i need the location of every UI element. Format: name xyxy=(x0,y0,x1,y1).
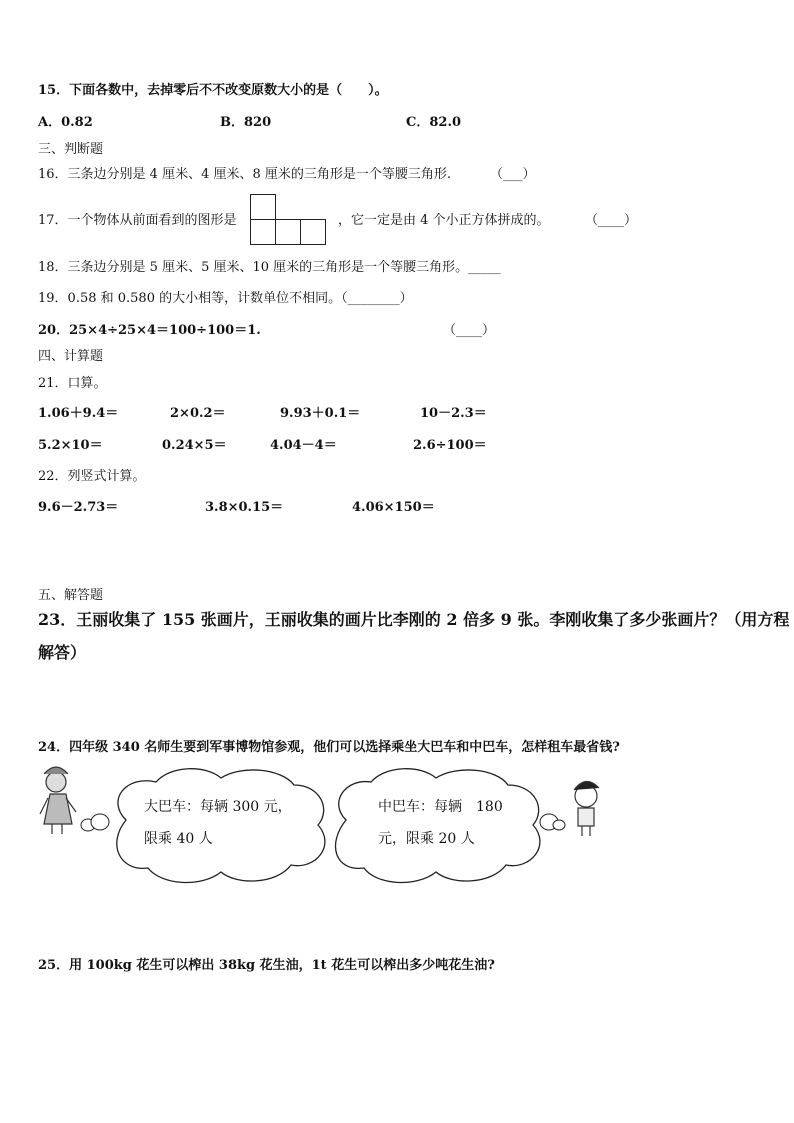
q21-item: 10－2.3＝ xyxy=(420,406,487,421)
q22-item: 3.8×0.15＝ xyxy=(205,500,284,515)
q15-text: 15．下面各数中，去掉零后不不改变原数大小的是（ ）。 xyxy=(38,83,388,98)
q21-title: 21．口算。 xyxy=(38,376,107,391)
q16-answer-blank[interactable]: （___） xyxy=(490,167,536,182)
q15-option-b: B．820 xyxy=(220,115,272,130)
q17-answer-blank[interactable]: （____） xyxy=(585,213,638,228)
q15-option-c: C．82.0 xyxy=(406,115,462,130)
q23-line2: 解答） xyxy=(38,643,87,662)
q21-item: 4.04－4＝ xyxy=(270,438,337,453)
q22-item: 9.6－2.73＝ xyxy=(38,500,119,515)
q17-text-after: ，它一定是由 4 个小正方体拼成的。 xyxy=(338,213,550,228)
q15-option-a: A．0.82 xyxy=(38,115,93,130)
q24-illustration xyxy=(36,760,626,890)
q21-item: 9.93＋0.1＝ xyxy=(280,406,361,421)
q22-title: 22．列竖式计算。 xyxy=(38,469,146,484)
cloud-left xyxy=(117,769,325,883)
cloud-right-line2: 元，限乘 20 人 xyxy=(378,831,475,847)
front-view-figure xyxy=(250,194,328,246)
q16-text: 16．三条边分别是 4 厘米、4 厘米、8 厘米的三角形是一个等腰三角形. xyxy=(38,167,452,182)
cloud-right-line1: 中巴车：每辆 180 xyxy=(378,799,503,815)
q21-item: 2.6÷100＝ xyxy=(413,438,487,453)
q21-item: 1.06＋9.4＝ xyxy=(38,406,119,421)
q17-text-before: 17．一个物体从前面看到的图形是 xyxy=(38,213,237,228)
bubble-mid-left xyxy=(91,814,109,830)
q20-answer-blank[interactable]: （____） xyxy=(443,323,496,338)
q18-text: 18．三条边分别是 5 厘米、5 厘米、10 厘米的三角形是一个等腰三角形。_____ xyxy=(38,260,501,275)
q25-text: 25．用 100kg 花生可以榨出 38kg 花生油，1t 花生可以榨出多少吨花生油? xyxy=(38,958,495,973)
q20-text: 20．25×4÷25×4＝100÷100＝1. xyxy=(38,323,261,338)
section-5-heading: 五、解答题 xyxy=(38,588,104,603)
cloud-left-line1: 大巴车：每辆 300 元， xyxy=(144,799,292,815)
q22-item: 4.06×150＝ xyxy=(352,500,435,515)
q19-text: 19．0.58 和 0.580 的大小相等，计数单位不相同。（________） xyxy=(38,291,413,306)
q23-line1: 23．王丽收集了 155 张画片，王丽收集的画片比李刚的 2 倍多 9 张。李刚收集了多少张画片？（用方程 xyxy=(38,610,790,629)
boy-figure xyxy=(574,781,599,836)
cloud-right xyxy=(336,769,540,883)
section-3-heading: 三、判断题 xyxy=(38,142,104,157)
girl-figure xyxy=(40,767,76,834)
q21-item: 2×0.2＝ xyxy=(170,406,226,421)
bubble-small-right xyxy=(553,820,565,830)
cloud-left-line2: 限乘 40 人 xyxy=(144,831,213,847)
q24-text: 24．四年级 340 名师生要到军事博物馆参观，他们可以选择乘坐大巴车和中巴车，怎样租车最省钱? xyxy=(38,740,620,755)
q21-item: 0.24×5＝ xyxy=(162,438,227,453)
section-4-heading: 四、计算题 xyxy=(38,349,104,364)
q21-item: 5.2×10＝ xyxy=(38,438,103,453)
